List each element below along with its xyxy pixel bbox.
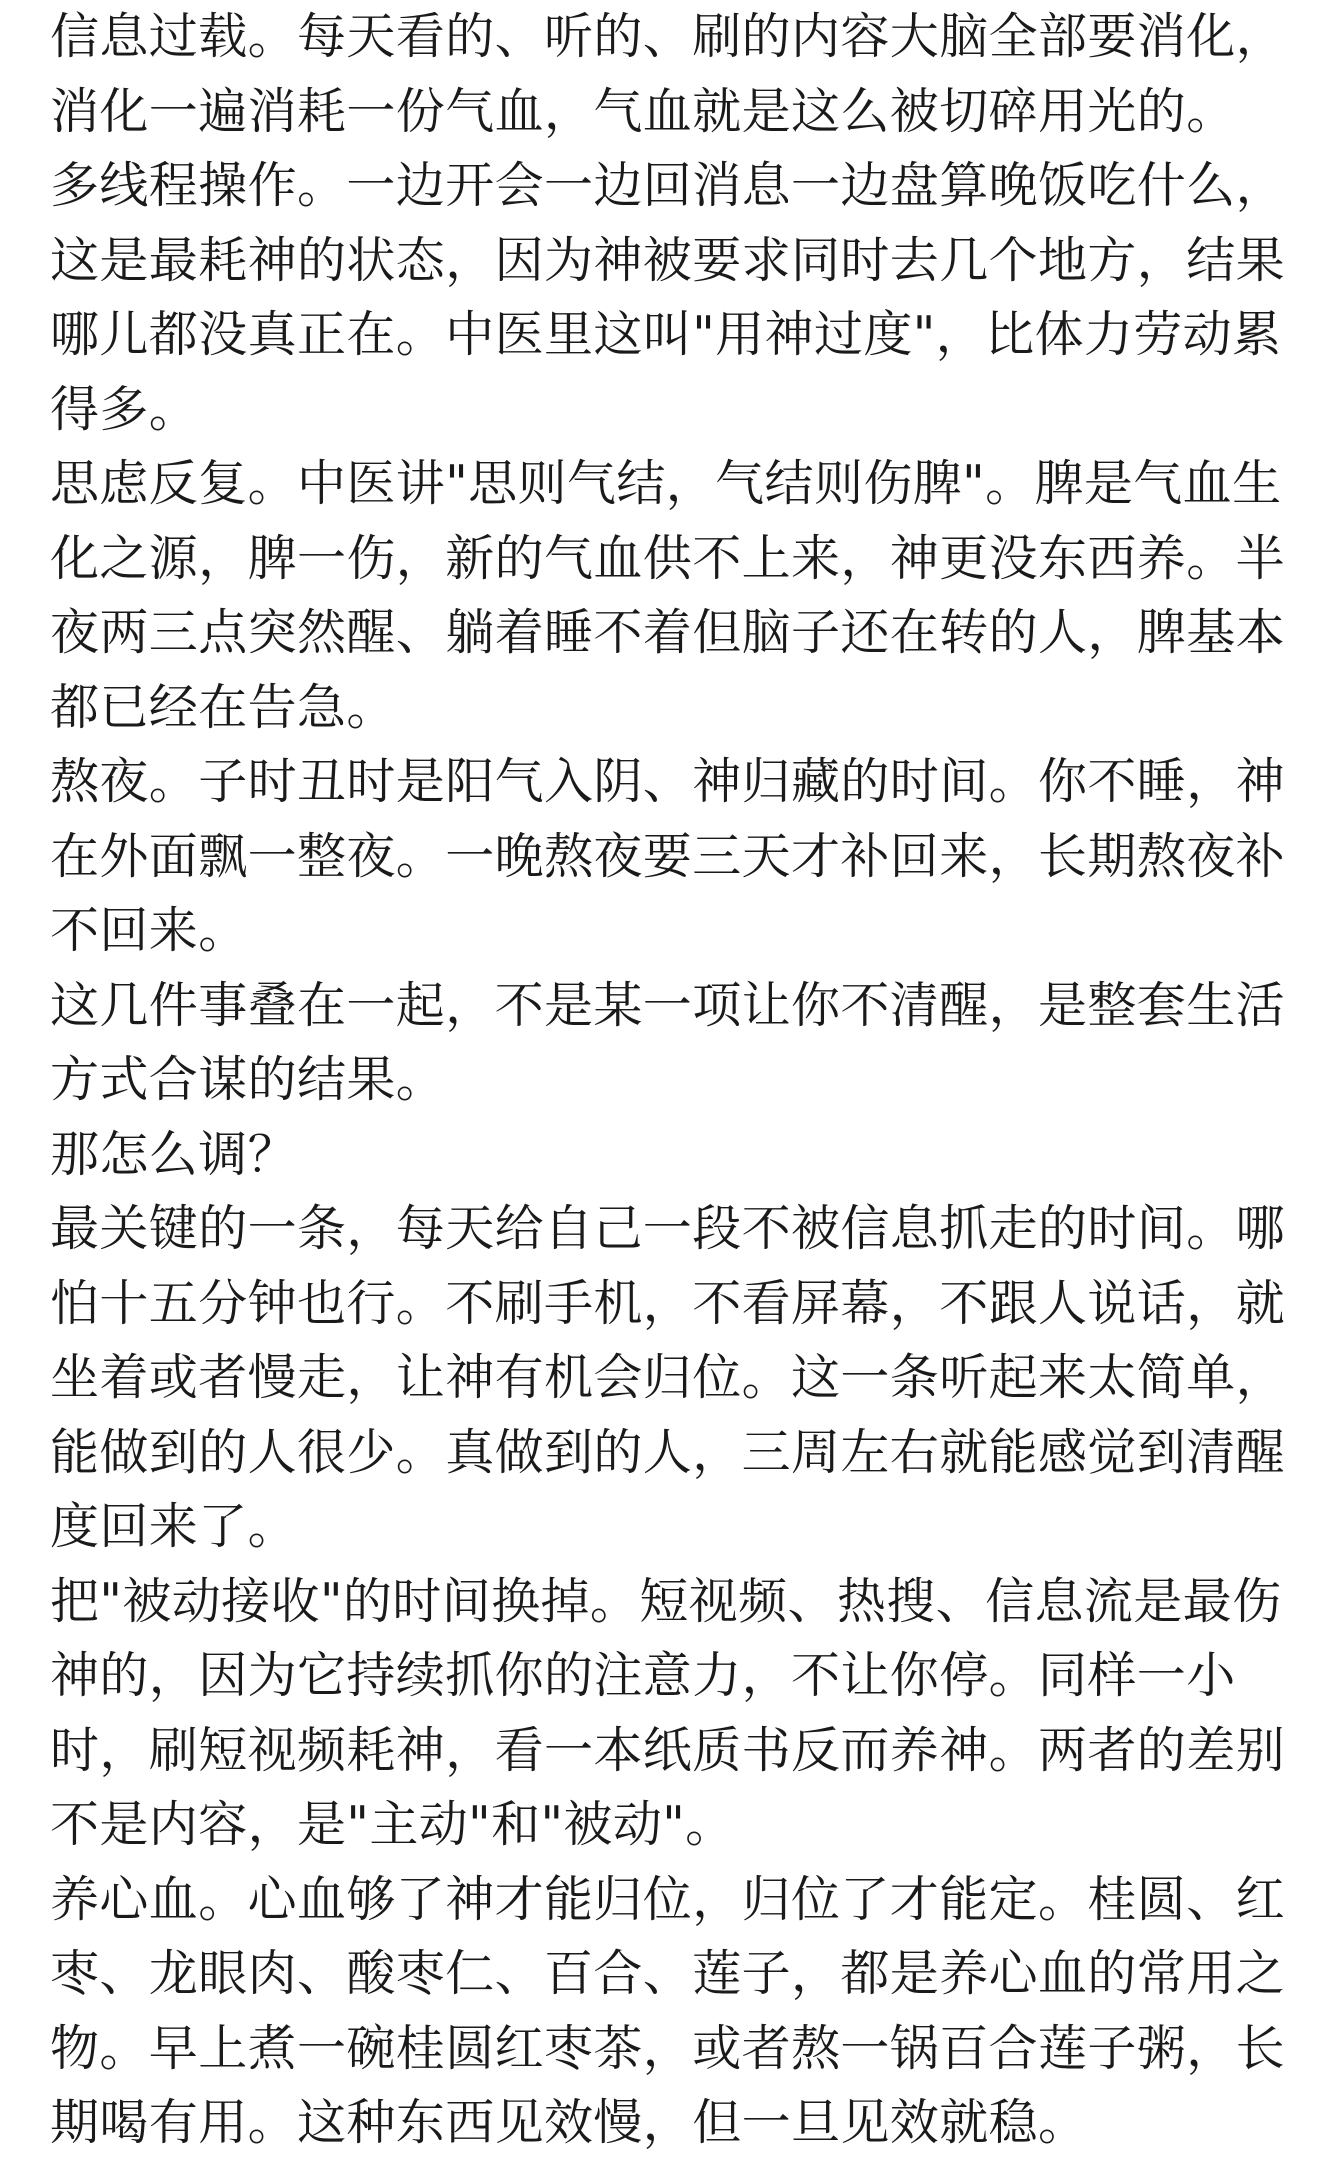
text-line: 得多。 bbox=[50, 380, 199, 438]
text-line: 多线程操作。一边开会一边回消息一边盘算晚饭吃什么， bbox=[50, 157, 1286, 214]
paragraph-multitasking bbox=[50, 149, 1294, 447]
text-line: 那怎么调？ bbox=[50, 1125, 298, 1183]
paragraph-passive-input bbox=[50, 1565, 1294, 1863]
text-line: 在外面飘一整夜。一晚熬夜要三天才补回来，长期熬夜补 bbox=[50, 827, 1286, 885]
text-line: 熬夜。子时丑时是阳气入阴、神归藏的时间。你不睡，神 bbox=[50, 753, 1286, 810]
text-line: 坐着或者慢走，让神有机会归位。这一条听起来太简单， bbox=[50, 1349, 1286, 1406]
text-line: 期喝有用。这种东西见效慢，但一旦见效就稳。 bbox=[50, 2094, 1088, 2151]
text-line: 物。早上煮一碗桂圆红枣茶，或者熬一锅百合莲子粥，长 bbox=[50, 2019, 1286, 2077]
text-line: 养心血。心血够了神才能归位，归位了才能定。桂圆、红 bbox=[50, 1870, 1286, 1928]
paragraph-overthinking bbox=[50, 447, 1294, 745]
text-line: 枣、龙眼肉、酸枣仁、百合、莲子，都是养心血的常用之 bbox=[50, 1945, 1286, 2002]
text-line: 思虑反复。中医讲"思则气结，气结则伤脾"。脾是气血生 bbox=[50, 455, 1282, 512]
text-line: 神的，因为它持续抓你的注意力，不让你停。同样一小 bbox=[50, 1647, 1236, 1704]
text-line: 最关键的一条，每天给自己一段不被信息抓走的时间。哪 bbox=[50, 1200, 1286, 1257]
text-line: 度回来了。 bbox=[50, 1498, 298, 1555]
text-line: 哪儿都没真正在。中医里这叫"用神过度"，比体力劳动累 bbox=[50, 306, 1282, 363]
text-line: 把"被动接收"的时间换掉。短视频、热搜、信息流是最伤 bbox=[50, 1572, 1282, 1630]
paragraph-combined-causes bbox=[50, 969, 1294, 1118]
paragraph-nourish-heart-blood bbox=[50, 1863, 1294, 2161]
paragraph-info-overload bbox=[50, 0, 1294, 149]
text-line: 信息过载。每天看的、听的、刷的内容大脑全部要消化， bbox=[50, 8, 1286, 65]
paragraph-question bbox=[50, 1118, 1294, 1193]
text-line: 方式合谋的结果。 bbox=[50, 1051, 446, 1108]
paragraph-staying-up-late bbox=[50, 745, 1294, 969]
article-body bbox=[50, 0, 1294, 2161]
text-line: 能做到的人很少。真做到的人，三周左右就能感觉到清醒 bbox=[50, 1423, 1286, 1481]
text-line: 消化一遍消耗一份气血，气血就是这么被切碎用光的。 bbox=[50, 82, 1236, 140]
text-line: 都已经在告急。 bbox=[50, 678, 396, 736]
text-line: 这几件事叠在一起，不是某一项让你不清醒，是整套生活 bbox=[50, 976, 1286, 1034]
text-line: 时，刷短视频耗神，看一本纸质书反而养神。两者的差别 bbox=[50, 1721, 1286, 1779]
text-line: 化之源，脾一伤，新的气血供不上来，神更没东西养。半 bbox=[50, 529, 1286, 587]
paragraph-quiet-time bbox=[50, 1192, 1294, 1565]
text-line: 不是内容，是"主动"和"被动"。 bbox=[50, 1796, 735, 1853]
text-line: 夜两三点突然醒、躺着睡不着但脑子还在转的人，脾基本 bbox=[50, 604, 1286, 661]
text-line: 怕十五分钟也行。不刷手机，不看屏幕，不跟人说话，就 bbox=[50, 1274, 1286, 1332]
text-line: 不回来。 bbox=[50, 902, 248, 959]
text-line: 这是最耗神的状态，因为神被要求同时去几个地方，结果 bbox=[50, 231, 1286, 289]
